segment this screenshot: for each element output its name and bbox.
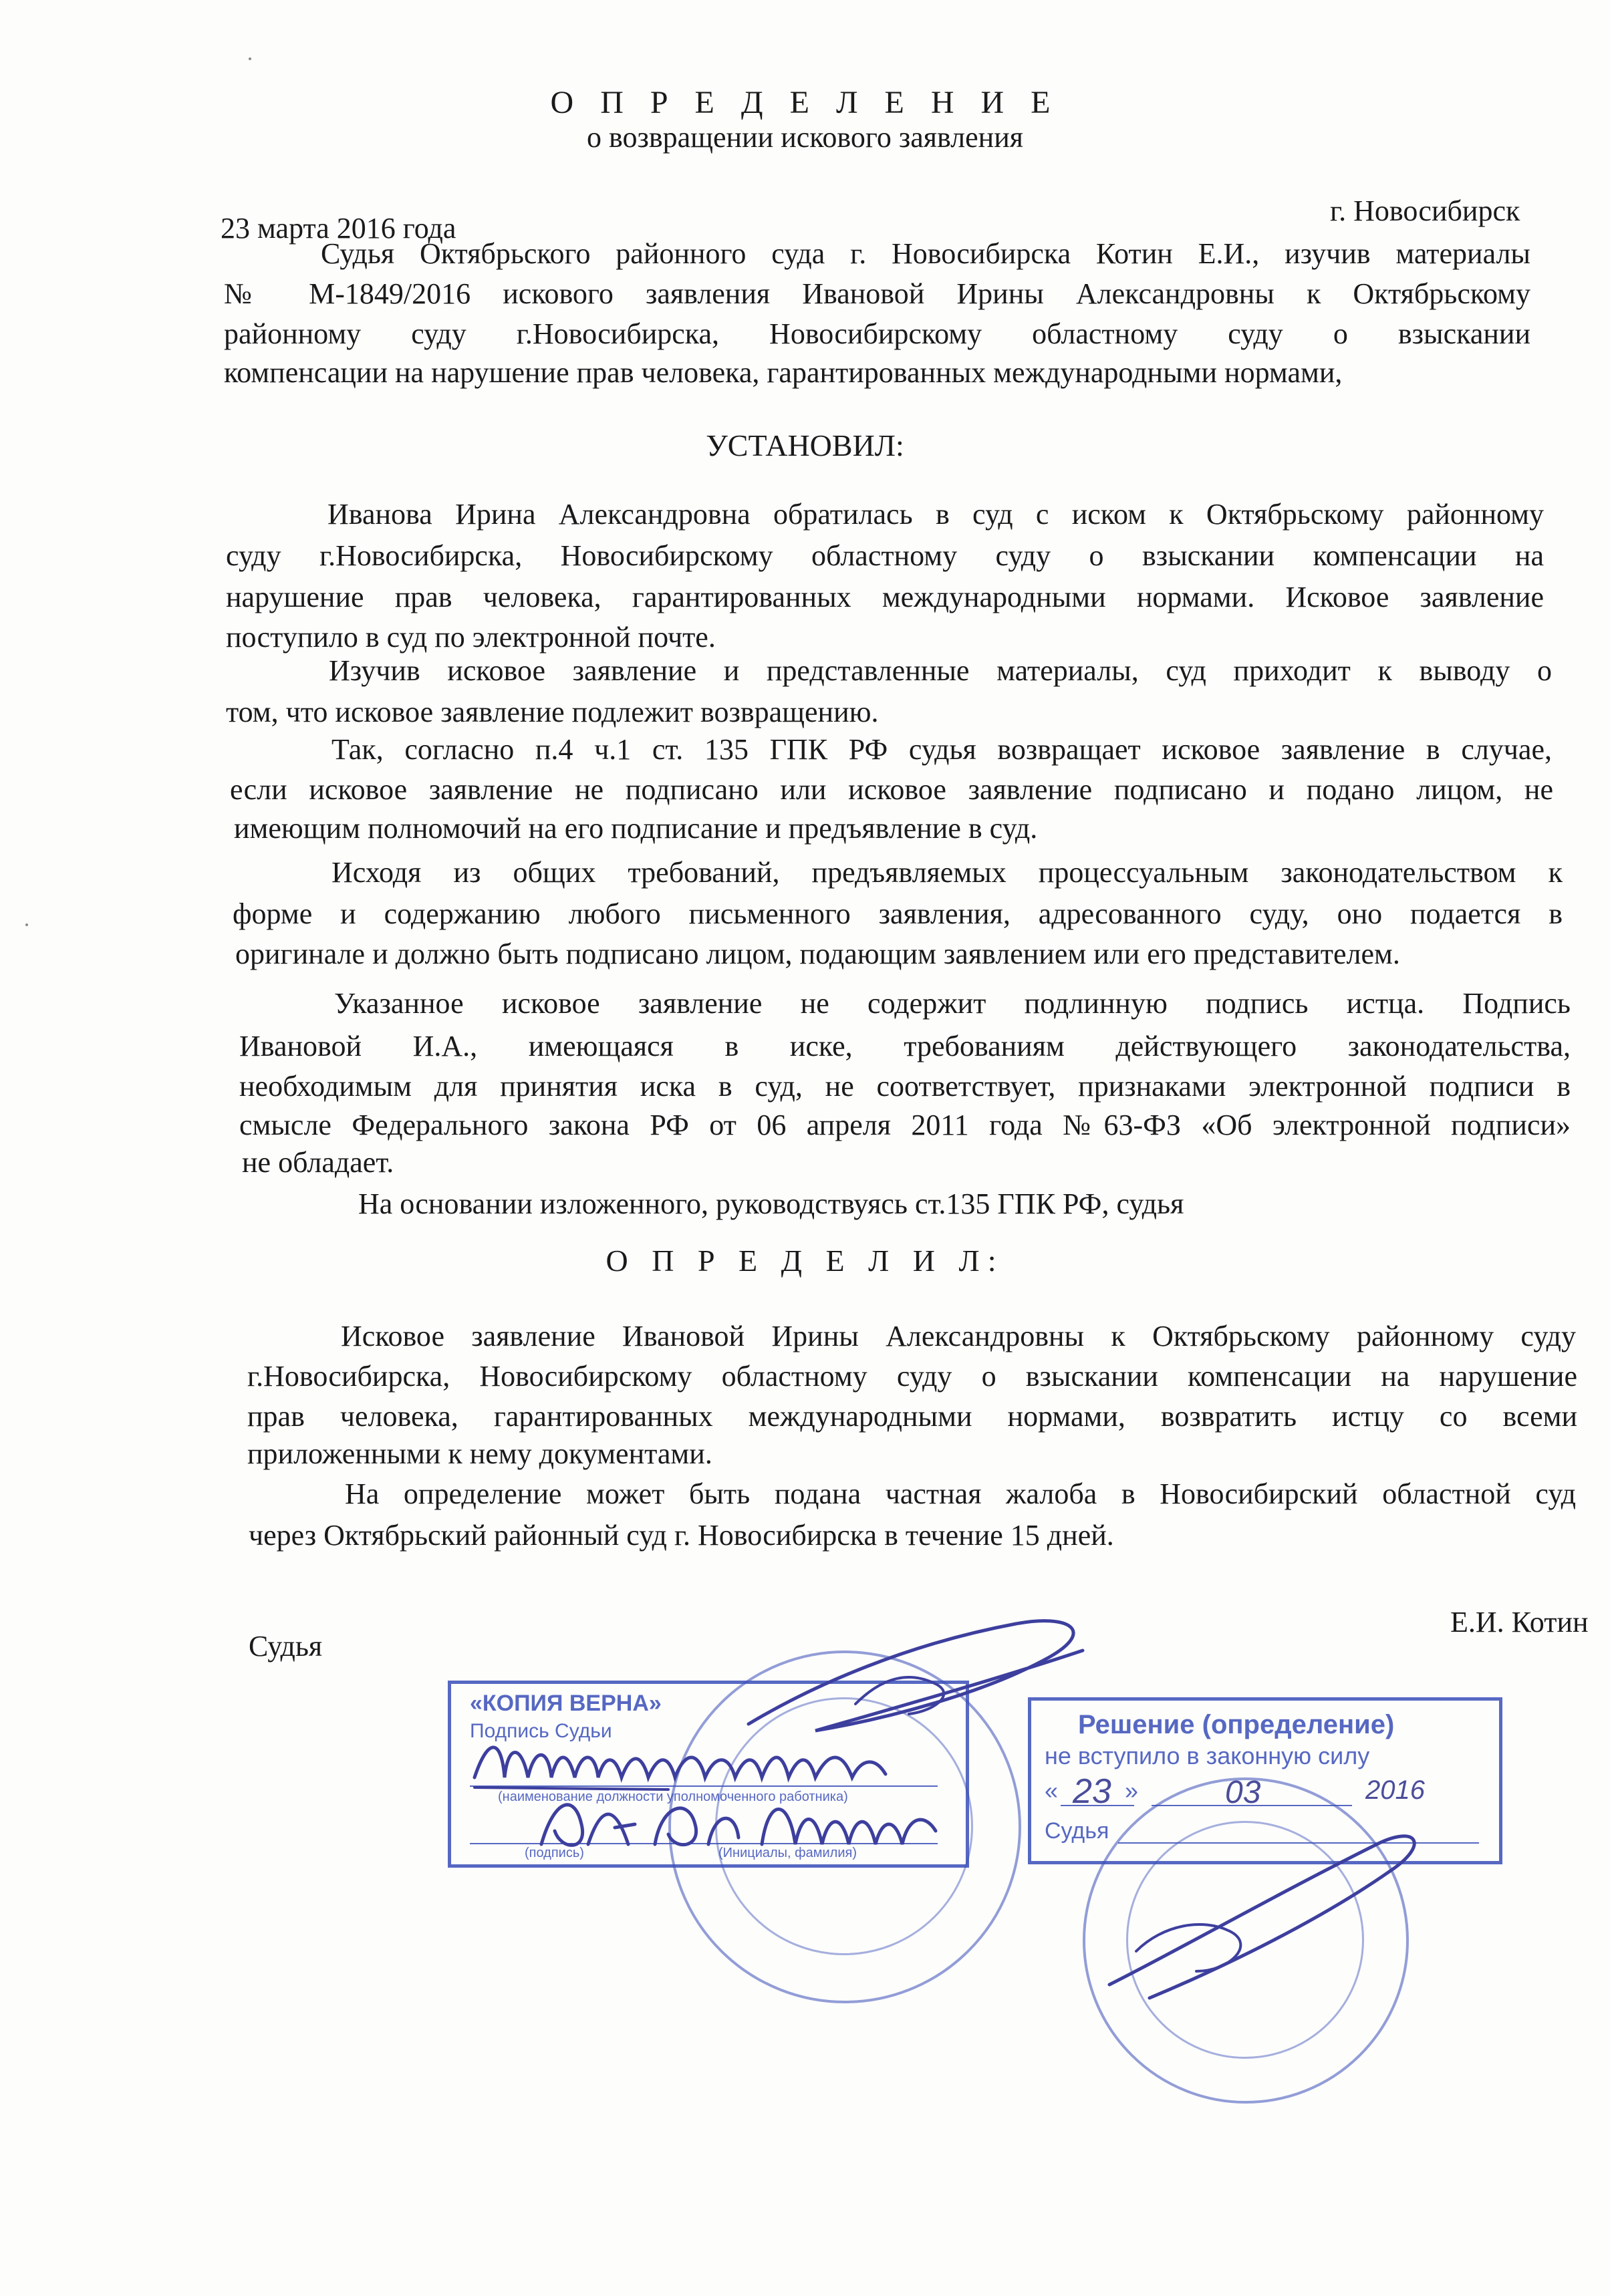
stamp-decision-date-year: 2016 bbox=[1365, 1775, 1425, 1805]
established-line: оригинале и должно быть подписано лицом, подающим заявлением или его представителем. bbox=[235, 938, 1400, 970]
established-line: Исходя из общих требований, предъявляемых процессуальным законодательством к bbox=[331, 856, 1563, 889]
stamp-decision-judge: Судья bbox=[1045, 1818, 1109, 1844]
document-subtitle: о возвращении искового заявления bbox=[586, 121, 1024, 154]
decision-stamp-signature bbox=[1096, 1818, 1444, 2018]
document-date: 23 марта 2016 года bbox=[221, 212, 456, 245]
stamp-decision-day-line bbox=[1061, 1805, 1134, 1806]
established-line: не обладает. bbox=[242, 1146, 394, 1179]
stamp-copy-position-caption: (наименование должности уполномоченного работника) bbox=[498, 1789, 848, 1804]
intro-line: № М-1849/2016 искового заявления Ивановой Ирины Александровны к Октябрьскому bbox=[224, 277, 1530, 310]
established-line: Изучив исковое заявление и представленные материалы, суд приходит к выводу о bbox=[329, 654, 1552, 687]
scan-speck bbox=[25, 923, 28, 926]
established-line: если исковое заявление не подписано или исковое заявление подписано и подано лицом, не bbox=[230, 773, 1553, 806]
stamp-decision-date-open: « bbox=[1045, 1777, 1059, 1804]
stamp-decision-date-month: 03 bbox=[1225, 1775, 1261, 1810]
established-line: форме и содержанию любого письменного заявления, адресованного суду, оно подается в bbox=[233, 897, 1563, 930]
judge-name: Е.И. Котин bbox=[1450, 1606, 1589, 1638]
decided-line: через Октябрьский районный суд г. Новосибирска в течение 15 дней. bbox=[249, 1519, 1114, 1552]
stamp-copy-signature-caption: (подпись) bbox=[525, 1846, 584, 1860]
decided-line: прав человека, гарантированных международными нормами, возвратить истцу со всеми bbox=[247, 1400, 1577, 1433]
intro-line: Судья Октябрьского районного суда г. Новосибирска Котин Е.И., изучив материалы bbox=[321, 237, 1530, 270]
decided-line: приложенными к нему документами. bbox=[247, 1437, 712, 1470]
scan-speck bbox=[249, 57, 251, 60]
intro-line: компенсации на нарушение прав человека, гарантированных международными нормами, bbox=[224, 356, 1343, 389]
stamp-decision-line2: не вступило в законную силу bbox=[1045, 1742, 1370, 1769]
established-line: смысле Федерального закона РФ от 06 апреля 2011 года №63-ФЗ «Об электронной подписи» bbox=[239, 1109, 1571, 1141]
established-line: Иванова Ирина Александровна обратилась в суд с иском к Октябрьскому районному bbox=[327, 498, 1544, 531]
established-line: нарушение прав человека, гарантированных международными нормами. Исковое заявление bbox=[226, 581, 1544, 613]
established-line: суду г.Новосибирска, Новосибирскому областному суду о взыскании компенсации на bbox=[226, 539, 1544, 572]
stamp-decision-date-close: » bbox=[1125, 1777, 1139, 1804]
established-line: том, что исковое заявление подлежит возвращению. bbox=[226, 696, 879, 728]
decided-line: Исковое заявление Ивановой Ирины Александровны к Октябрьскому районному суду bbox=[341, 1320, 1576, 1352]
clerk-name-handwriting bbox=[535, 1784, 949, 1858]
stamp-copy-title: «КОПИЯ ВЕРНА» bbox=[470, 1691, 662, 1716]
decided-line: На определение может быть подана частная жалоба в Новосибирский областной суд bbox=[345, 1477, 1576, 1510]
stamp-copy-name-caption: (Инициалы, фамилия) bbox=[718, 1846, 857, 1860]
established-line: Указанное исковое заявление не содержит подлинную подпись истца. Подпись bbox=[334, 987, 1571, 1020]
intro-line: районному суду г.Новосибирска, Новосибирскому областному суду о взыскании bbox=[224, 317, 1530, 350]
established-line: необходимым для принятия иска в суд, не соответствует, признаками электронной подписи в bbox=[239, 1070, 1571, 1103]
established-line: Так, согласно п.4 ч.1 ст. 135 ГПК РФ судья возвращает исковое заявление в случае, bbox=[331, 733, 1552, 766]
established-line: На основании изложенного, руководствуясь ст.135 ГПК РФ, судья bbox=[358, 1187, 1184, 1220]
decided-line: г.Новосибирска, Новосибирскому областному суду о взыскании компенсации на нарушение bbox=[247, 1360, 1577, 1393]
established-heading: УСТАНОВИЛ: bbox=[706, 428, 904, 462]
document-city: г. Новосибирск bbox=[1330, 194, 1520, 227]
document-title: О П Р Е Д Е Л Е Н И Е bbox=[550, 85, 1060, 120]
stamp-decision-month-line bbox=[1152, 1805, 1352, 1806]
stamp-copy-judge-signature: Подпись Судьи bbox=[470, 1720, 612, 1742]
established-line: поступило в суд по электронной почте. bbox=[226, 621, 716, 654]
decided-heading: О П Р Е Д Е Л И Л: bbox=[606, 1244, 1004, 1278]
established-line: Ивановой И.А., имеющаяся в иске, требованиям действующего законодательства, bbox=[239, 1030, 1571, 1062]
stamp-decision-line1: Решение (определение) bbox=[1078, 1710, 1395, 1739]
judge-label: Судья bbox=[249, 1630, 323, 1663]
stamp-decision-date-day: 23 bbox=[1073, 1772, 1111, 1811]
established-line: имеющим полномочий на его подписание и предъявление в суд. bbox=[234, 812, 1038, 845]
